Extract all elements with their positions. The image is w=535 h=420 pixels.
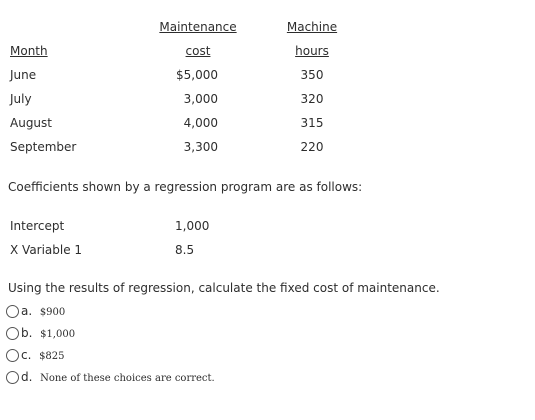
month-cell: July <box>10 92 32 106</box>
month-header: Month <box>10 44 48 58</box>
answer-option-c[interactable] <box>6 348 206 364</box>
hours-cell: 350 <box>300 68 324 82</box>
cost-cell: 4,000 <box>183 116 218 130</box>
cost-cell: $5,000 <box>176 68 218 82</box>
table-row <box>0 116 535 132</box>
radio-button[interactable] <box>6 371 19 384</box>
option-letter: d. <box>21 370 33 384</box>
coefficient-label: X Variable 1 <box>10 243 83 257</box>
maintenance-header-line2: cost <box>185 44 211 58</box>
coefficients-intro: Coefficients shown by a regression program are as follows: <box>8 180 363 194</box>
radio-button[interactable] <box>6 327 19 340</box>
coefficient-label: Intercept <box>10 219 65 233</box>
answer-option-a[interactable] <box>6 304 206 320</box>
maintenance-header-line1: Maintenance <box>159 20 237 34</box>
coefficient-value: 1,000 <box>175 219 210 233</box>
option-text: $1,000 <box>40 329 76 340</box>
machine-header-line2: hours <box>295 44 329 58</box>
option-letter: a. <box>21 304 33 318</box>
month-cell: September <box>10 140 77 154</box>
radio-button[interactable] <box>6 305 19 318</box>
table-row <box>0 140 535 156</box>
cost-cell: 3,300 <box>183 140 218 154</box>
coefficient-row <box>0 219 535 235</box>
question-text: Using the results of regression, calculate the fixed cost of maintenance. <box>8 281 440 295</box>
option-text: $825 <box>39 351 65 362</box>
option-text: $900 <box>39 307 66 318</box>
month-cell: June <box>10 68 37 82</box>
radio-button[interactable] <box>6 349 19 362</box>
answer-option-b[interactable] <box>6 326 206 342</box>
cost-cell: 3,000 <box>183 92 218 106</box>
table-row <box>0 68 535 84</box>
option-text: None of these choices are correct. <box>40 373 215 384</box>
month-cell: August <box>10 116 52 130</box>
hours-cell: 320 <box>300 92 324 106</box>
option-letter: c. <box>21 348 32 362</box>
option-letter: b. <box>21 326 33 340</box>
answer-option-d[interactable] <box>6 370 266 386</box>
hours-cell: 315 <box>300 116 324 130</box>
hours-cell: 220 <box>300 140 324 154</box>
machine-header-line1: Machine <box>286 20 338 34</box>
table-row <box>0 92 535 108</box>
coefficient-value: 8.5 <box>175 243 195 257</box>
coefficient-row <box>0 243 535 259</box>
